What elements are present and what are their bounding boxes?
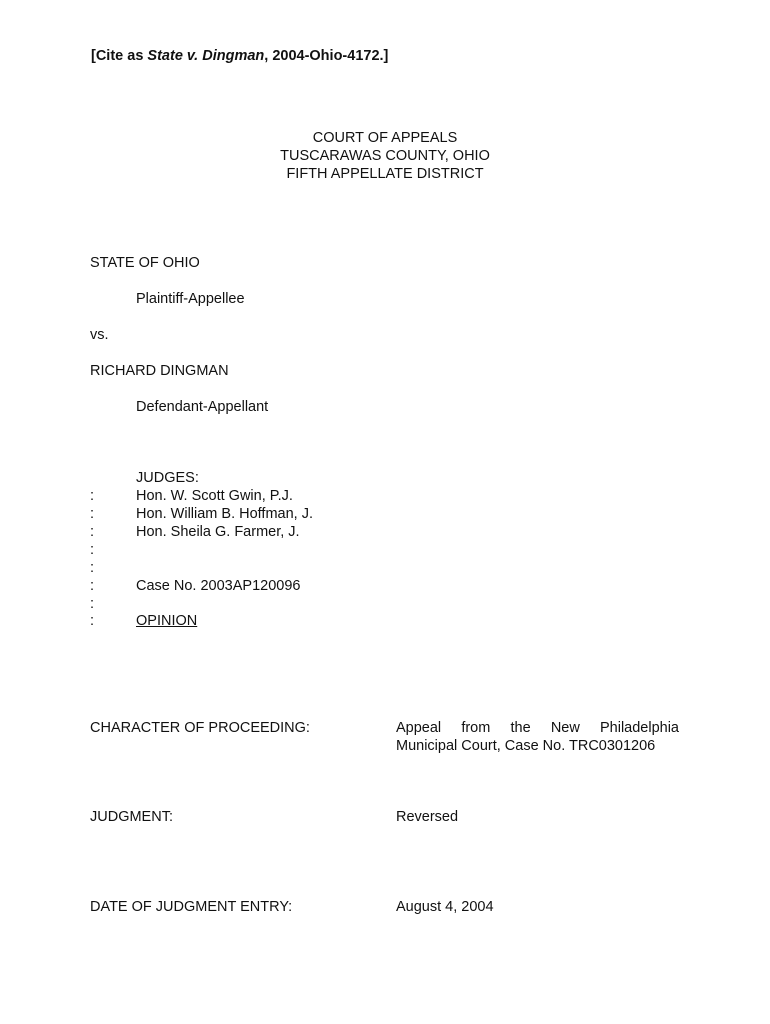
judges-heading: JUDGES: (136, 470, 199, 486)
character-value-line2: Municipal Court, Case No. TRC0301206 (396, 738, 656, 754)
court-county: TUSCARAWAS COUNTY, OHIO (280, 148, 490, 164)
citation-suffix: , 2004-Ohio-4172.] (264, 48, 389, 64)
plaintiff-name: STATE OF OHIO (90, 255, 200, 271)
citation (91, 47, 388, 65)
judge-item: Hon. Sheila G. Farmer, J. (136, 524, 300, 540)
versus-text: vs. (90, 327, 109, 343)
defendant-name: RICHARD DINGMAN (90, 363, 229, 379)
colon-mark: : (90, 542, 95, 558)
opinion-label: OPINION (136, 613, 198, 629)
colon-mark: : (90, 488, 95, 504)
case-number: Case No. 2003AP120096 (136, 578, 301, 594)
colon-mark: : (90, 560, 95, 576)
date-value: August 4, 2004 (396, 899, 494, 915)
date-label: DATE OF JUDGMENT ENTRY: (90, 899, 293, 915)
plaintiff-role: Plaintiff-Appellee (136, 291, 245, 307)
citation-case-name: State v. Dingman (147, 48, 265, 64)
court-district: FIFTH APPELLATE DISTRICT (286, 166, 484, 182)
citation-prefix: [Cite as (91, 48, 148, 64)
court-name: COURT OF APPEALS (312, 130, 458, 146)
defendant-role: Defendant-Appellant (136, 399, 269, 415)
colon-mark: : (90, 524, 95, 540)
judgment-label: JUDGMENT: (90, 809, 173, 825)
judge-item: Hon. William B. Hoffman, J. (136, 506, 314, 522)
colon-mark: : (90, 613, 95, 629)
colon-mark: : (90, 578, 95, 594)
colon-mark: : (90, 596, 95, 612)
character-label: CHARACTER OF PROCEEDING: (90, 720, 310, 736)
character-value-line1: Appeal from the New Philadelphia (396, 720, 679, 736)
colon-mark: : (90, 506, 95, 522)
judgment-value: Reversed (396, 809, 459, 825)
judge-item: Hon. W. Scott Gwin, P.J. (136, 488, 293, 504)
